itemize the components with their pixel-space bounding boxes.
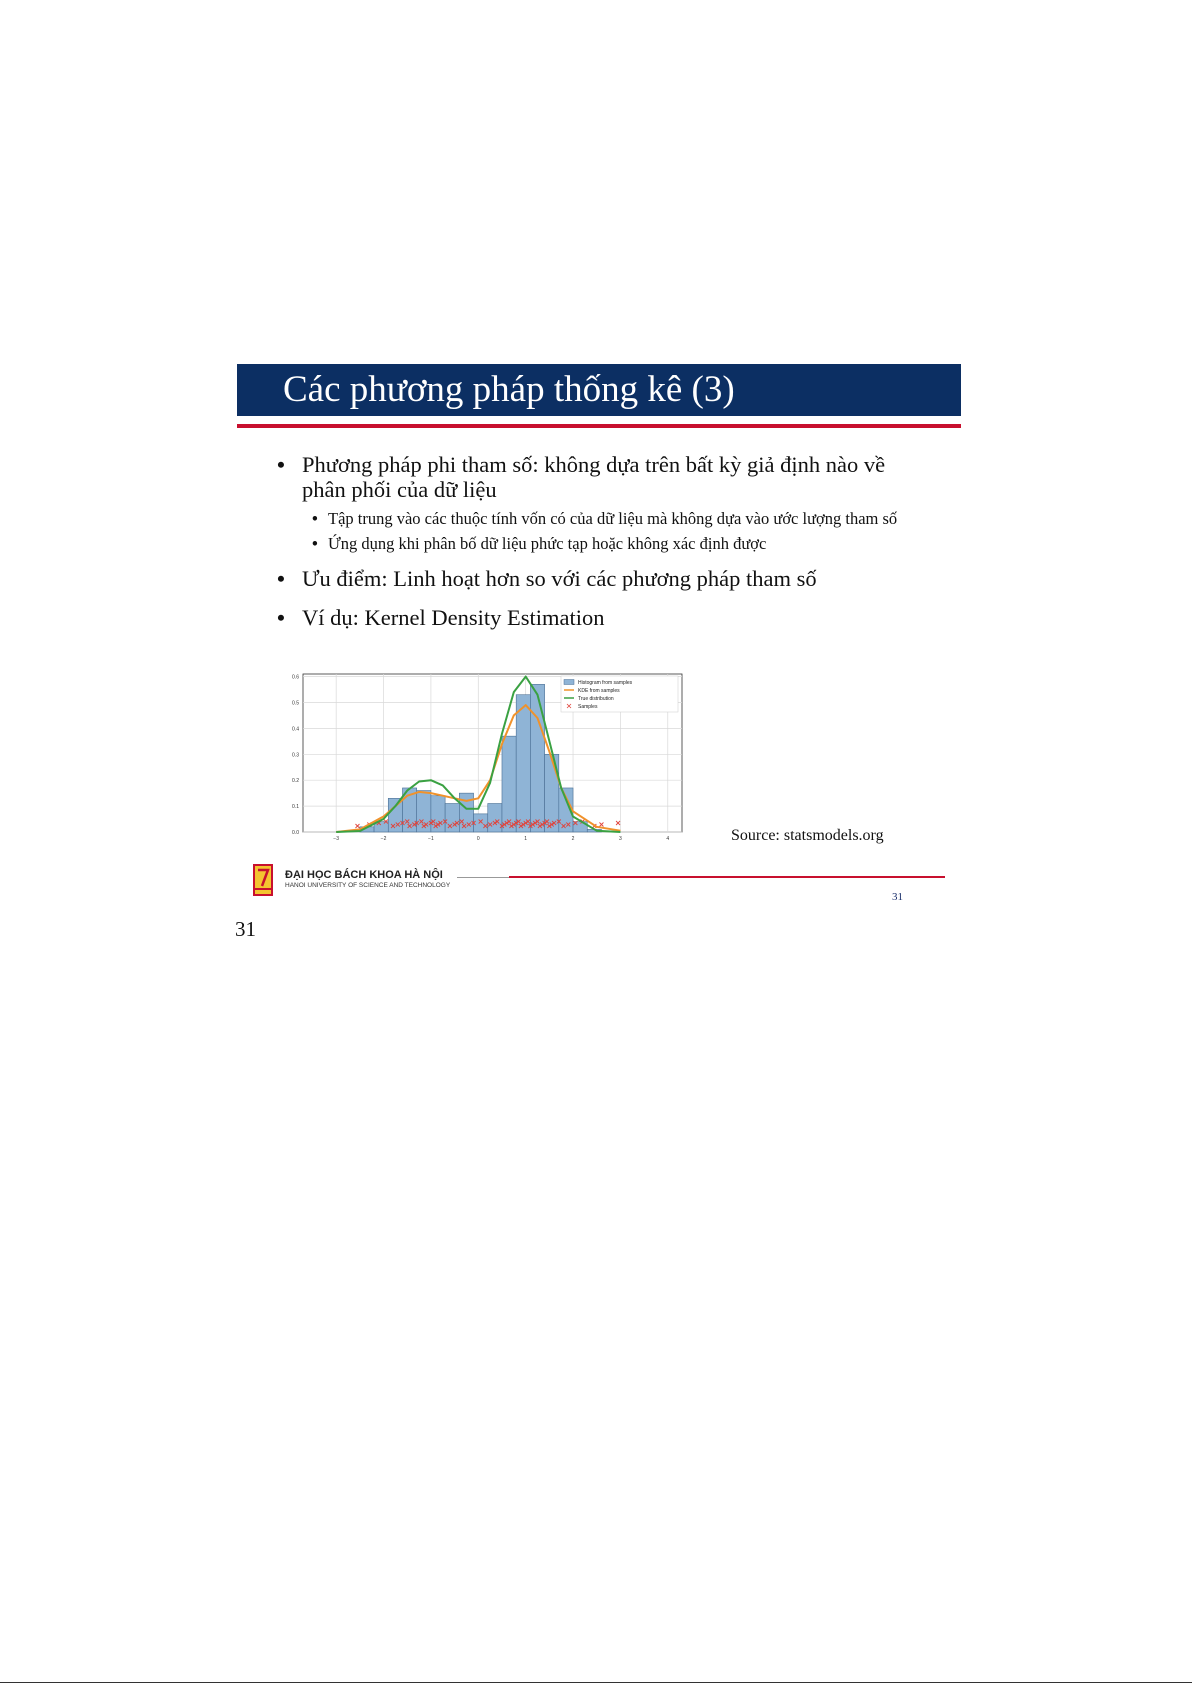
y-tick-label: 0.2 xyxy=(292,778,299,785)
x-tick-label: 0 xyxy=(476,836,480,842)
footer-divider xyxy=(509,876,945,878)
y-tick-label: 0.3 xyxy=(292,752,299,759)
bullet-dot-icon: • xyxy=(277,566,285,591)
histogram-bar xyxy=(530,684,544,832)
sub-bullet-text: Ứng dụng khi phân bố dữ liệu phức tạp hoặc không xác định được xyxy=(328,534,767,553)
bullet-dot-icon: • xyxy=(277,452,285,477)
legend-swatch xyxy=(564,680,574,685)
legend-label: Samples xyxy=(578,704,598,710)
bullet-dot-icon: • xyxy=(312,509,318,528)
x-tick-label: 4 xyxy=(666,836,670,842)
y-tick-label: 0.1 xyxy=(292,804,299,811)
x-tick-label: −2 xyxy=(380,836,387,842)
y-tick-label: 0.6 xyxy=(292,674,299,681)
bullet-item xyxy=(277,452,927,502)
histogram-bar xyxy=(445,804,459,832)
university-name-en: HANOI UNIVERSITY OF SCIENCE AND TECHNOLOGY xyxy=(285,882,451,889)
x-tick-label: −1 xyxy=(428,836,434,842)
x-tick-label: 1 xyxy=(524,836,528,842)
bullet-text: Ưu điểm: Linh hoạt hơn so với các phương pháp tham số xyxy=(302,566,817,591)
y-tick-label: 0.5 xyxy=(292,700,299,707)
sub-bullet-item xyxy=(312,508,927,529)
sub-bullet-item xyxy=(312,533,927,554)
histogram-bar xyxy=(474,814,488,832)
y-tick-label: 0.4 xyxy=(292,726,299,733)
histogram-bar xyxy=(545,754,559,832)
legend-label: Histogram from samples xyxy=(578,680,633,686)
page-bottom-rule xyxy=(0,1682,1192,1683)
bullet-text: Phương pháp phi tham số: không dựa trên bất kỳ giả định nào về phân phối của dữ liệu xyxy=(302,452,886,502)
footer-divider-grey xyxy=(457,877,509,878)
title-divider xyxy=(237,424,961,428)
sub-bullet-list xyxy=(277,508,927,554)
slide-title: Các phương pháp thống kê (3) xyxy=(283,369,735,410)
slide xyxy=(237,364,961,904)
sub-bullet-text: Tập trung vào các thuộc tính vốn có của dữ liệu mà không dựa vào ước lượng tham số xyxy=(328,509,898,528)
legend-label: True distribution xyxy=(578,696,614,702)
histogram-bar xyxy=(431,796,445,832)
page-number: 31 xyxy=(235,917,256,941)
bullet-text: Ví dụ: Kernel Density Estimation xyxy=(302,605,605,630)
legend-label: KDE from samples xyxy=(578,688,620,694)
slide-title-bar xyxy=(237,364,961,416)
slide-number: 31 xyxy=(892,891,903,903)
bullet-item xyxy=(277,566,927,591)
source-caption: Source: statsmodels.org xyxy=(731,827,884,844)
y-tick-label: 0.0 xyxy=(292,830,299,836)
x-tick-label: −3 xyxy=(333,836,340,842)
bullet-item xyxy=(277,605,927,630)
bullet-list xyxy=(277,452,927,644)
university-logo-icon xyxy=(253,864,273,896)
x-tick-label: 3 xyxy=(619,836,622,842)
university-name: ĐẠI HỌC BÁCH KHOA HÀ NỘI xyxy=(285,869,443,881)
bullet-dot-icon: • xyxy=(312,534,318,553)
histogram-bar xyxy=(388,798,402,832)
x-tick-label: 2 xyxy=(571,836,575,842)
histogram-bar xyxy=(502,736,516,832)
histogram-bar xyxy=(516,695,530,832)
kde-chart xyxy=(281,670,706,846)
bullet-dot-icon: • xyxy=(277,605,285,630)
